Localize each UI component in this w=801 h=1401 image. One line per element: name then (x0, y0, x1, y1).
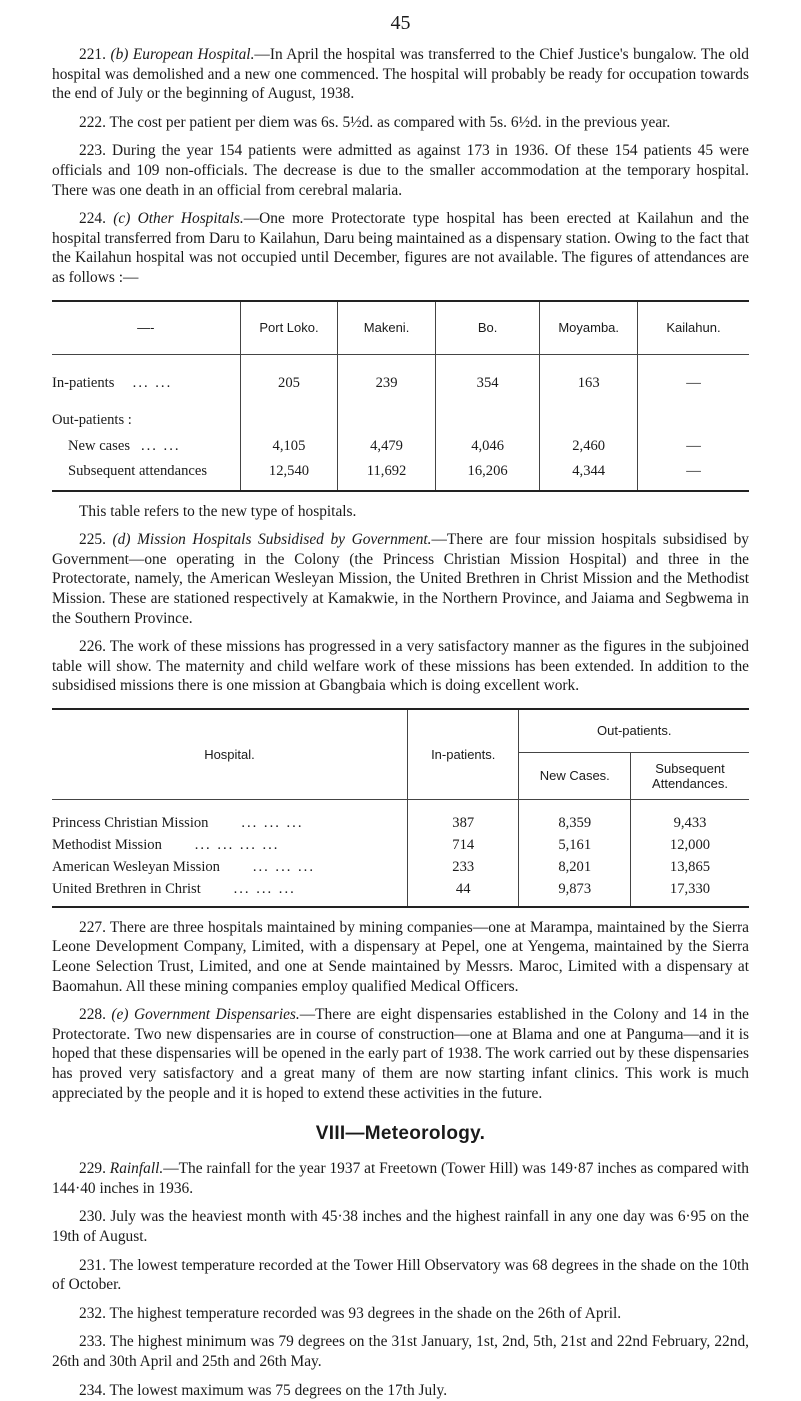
mission-hospitals-table (52, 708, 749, 908)
para-text: The highest temperature recorded was 93 degrees in the shade on the 26th of April. (109, 1304, 622, 1322)
table-row (52, 459, 749, 491)
cell: 12,000 (631, 835, 750, 857)
para-num: 224. (79, 210, 106, 228)
section-heading-meteorology: VIII—Meteorology. (315, 1123, 486, 1145)
col-outpatients: Out-patients. (519, 709, 749, 753)
col-moyamba: Moyamba. (540, 301, 638, 355)
col-port-loko: Port Loko. (240, 301, 338, 355)
paragraphs-top (52, 45, 749, 288)
paragraphs-meteorology (52, 1159, 749, 1400)
paragraphs-low (52, 918, 749, 1103)
table-row (52, 879, 749, 907)
cell: 354 (435, 354, 540, 396)
paragraph-232 (52, 1304, 749, 1324)
table-row (52, 434, 749, 459)
cell (540, 396, 638, 434)
para-num: 230. (79, 1208, 106, 1226)
cell: — (637, 434, 749, 459)
para-text: There are three hospitals maintained by mining companies—one at Marampa, maintained by the Sierra Leone Development Company, Limited, with a dispensary at Pepel, one at Yengema, maintained by the Sierra Leone Selection Trust, Limited, and one at Sende maintained by Messrs. Maroc, Limited with a dispensary at Baomahun. All these mining companies employ qualified Medical Officers. (52, 918, 749, 995)
paragraph-227 (52, 918, 749, 996)
para-num: 229. (79, 1160, 106, 1178)
para-num: 228. (79, 1006, 106, 1024)
table-row (52, 799, 749, 835)
para-num: 232. (79, 1304, 106, 1322)
col-kailahun: Kailahun. (637, 301, 749, 355)
row-label: Subsequent attendances (68, 462, 208, 479)
para-num: 226. (79, 638, 106, 656)
para-heading: (c) Other Hospitals. (113, 210, 244, 228)
para-text: The highest minimum was 79 degrees on the 31st January, 1st, 2nd, 5th, 21st and 22nd February, 22nd, 26th and 30th April and 25th and 26th May. (52, 1333, 749, 1370)
cell: 8,359 (519, 799, 631, 835)
row-label: United Brethren in Christ ... ... ... (52, 881, 296, 898)
para-text: —There are eight dispensaries established in the Colony and 14 in the Protectorate. Two new dispensaries are in course of construction—one at Blama and one at Panguma—and it is hoped that these dispensaries will be opened in the early part of 1938. The work carried out by these dispensaries has proved very satisfactory and a great many of them are now starting infant clinics. This work is much appreciated by the people and it is hoped to extend these activities in the future. (52, 1006, 749, 1102)
para-heading: (b) European Hospital. (110, 46, 255, 63)
paragraph-224 (52, 209, 749, 287)
table-row (52, 835, 749, 857)
paragraph-233 (52, 1332, 749, 1371)
cell: 205 (240, 354, 338, 396)
para-heading: (e) Government Dispensaries. (111, 1006, 300, 1024)
cell (338, 396, 436, 434)
cell: 11,692 (338, 459, 436, 491)
paragraph-228 (52, 1005, 749, 1103)
col-new-cases: New Cases. (519, 752, 631, 799)
cell: 44 (407, 879, 519, 907)
cell: 2,460 (540, 434, 638, 459)
cell: 16,206 (435, 459, 540, 491)
para-num: 231. (79, 1256, 106, 1274)
para-text: —There are four mission hospitals subsidised by Government—one operating in the Colony (the Princess Christian Mission Hospital) and three in the Protectorate, namely, the American Wesleyan Mission, the United Brethren in Christ Mission and the Methodist Mission. These are stationed respectively at Kamakwie, in the Northern Province, and Jaiama and Segbwema in the Southern Province. (52, 531, 749, 627)
cell: 5,161 (519, 835, 631, 857)
col-subsequent-attendances: Subsequent Attendances. (631, 752, 750, 799)
para-heading: Rainfall. (109, 1160, 164, 1178)
cell: 8,201 (519, 857, 631, 879)
row-label: New cases ... ... (68, 437, 181, 454)
col-bo: Bo. (435, 301, 540, 355)
col-hospital: Hospital. (52, 709, 407, 800)
para-text: The work of these missions has progressed in a very satisfactory manner as the figures in the subjoined table will show. The maternity and child welfare work of these missions has been extended. In addition to the subsidised missions there is one mission at Gbangbaia which is doing excellent work. (52, 638, 749, 695)
paragraph-223 (52, 141, 749, 200)
cell: — (637, 354, 749, 396)
paragraph-222 (52, 113, 749, 133)
table-row (52, 396, 749, 434)
cell: 17,330 (631, 879, 750, 907)
cell (240, 396, 338, 434)
cell: 12,540 (240, 459, 338, 491)
table-row (52, 354, 749, 396)
row-label: In-patients ... ... (52, 374, 173, 391)
row-label: American Wesleyan Mission ... ... ... (52, 859, 315, 876)
para-text: July was the heaviest month with 45·38 inches and the highest rainfall in any one day was 6·95 on the 19th of August. (52, 1208, 749, 1245)
para-num: 233. (79, 1333, 106, 1351)
para-text: The cost per patient per diem was 6s. 5½d. as compared with 5s. 6½d. in the previous year. (109, 113, 671, 131)
para-num: 234. (79, 1381, 106, 1399)
para-text: —The rainfall for the year 1937 at Freetown (Tower Hill) was 149·87 inches as compared with 144·40 inches in 1936. (52, 1160, 749, 1197)
cell: 239 (338, 354, 436, 396)
row-label: Out-patients : (52, 412, 132, 429)
cell: 13,865 (631, 857, 750, 879)
cell (435, 396, 540, 434)
cell: 9,433 (631, 799, 750, 835)
para-text: —In April the hospital was transferred to the Chief Justice's bungalow. The old hospital was demolished and a new one commenced. The hospital will probably be ready for occupation towards the end of July or the beginning of August, 1938. (52, 46, 749, 103)
table-note: This table refers to the new type of hospitals. (79, 502, 357, 520)
cell: 233 (407, 857, 519, 879)
para-num: 223. (79, 142, 106, 160)
para-text: The lowest temperature recorded at the Tower Hill Observatory was 68 degrees in the shade on the 10th of October. (52, 1256, 749, 1294)
para-heading: (d) Mission Hospitals Subsidised by Government. (112, 531, 432, 549)
paragraph-230 (52, 1207, 749, 1246)
cell: 714 (407, 835, 519, 857)
hospital-attendance-table (52, 300, 749, 492)
paragraphs-mid (52, 530, 749, 696)
page-number: 45 (390, 12, 411, 34)
para-text: The lowest maximum was 75 degrees on the 17th July. (109, 1381, 448, 1399)
cell: 9,873 (519, 879, 631, 907)
para-num: 225. (79, 531, 106, 549)
table-row (52, 857, 749, 879)
paragraph-231 (52, 1256, 749, 1295)
cell: 4,479 (338, 434, 436, 459)
paragraph-229 (52, 1159, 749, 1198)
para-num: 227. (79, 918, 106, 936)
cell: 4,344 (540, 459, 638, 491)
table-header-row (52, 301, 749, 355)
cell (637, 396, 749, 434)
table-header-row (52, 709, 749, 753)
cell: 163 (540, 354, 638, 396)
col-inpatients: In-patients. (407, 709, 519, 800)
paragraph-221 (52, 45, 749, 104)
para-num: 221. (79, 46, 106, 63)
cell: 4,105 (240, 434, 338, 459)
cell: 387 (407, 799, 519, 835)
corner-cell: —- (52, 301, 240, 355)
para-text: During the year 154 patients were admitted as against 173 in 1936. Of these 154 patients 45 were officials and 109 non-officials. The decrease is due to the smaller accommodation at the temporary hospital. There was one death in an official from cerebral malaria. (52, 142, 749, 199)
paragraph-234 (52, 1381, 749, 1401)
paragraph-225 (52, 530, 749, 628)
cell: — (637, 459, 749, 491)
row-label: Methodist Mission ... ... ... ... (52, 837, 280, 854)
para-num: 222. (79, 113, 106, 131)
col-makeni: Makeni. (338, 301, 436, 355)
row-label: Princess Christian Mission ... ... ... (52, 815, 304, 832)
para-text: —One more Protectorate type hospital has been erected at Kailahun and the hospital transferred from Daru to Kailahun, Daru being maintained as a dispensary station. Owing to the fact that the Kailahun hospital was not occupied until December, figures are not available. The figures of attendances are as follows :— (52, 210, 749, 286)
cell: 4,046 (435, 434, 540, 459)
paragraph-226 (52, 637, 749, 696)
